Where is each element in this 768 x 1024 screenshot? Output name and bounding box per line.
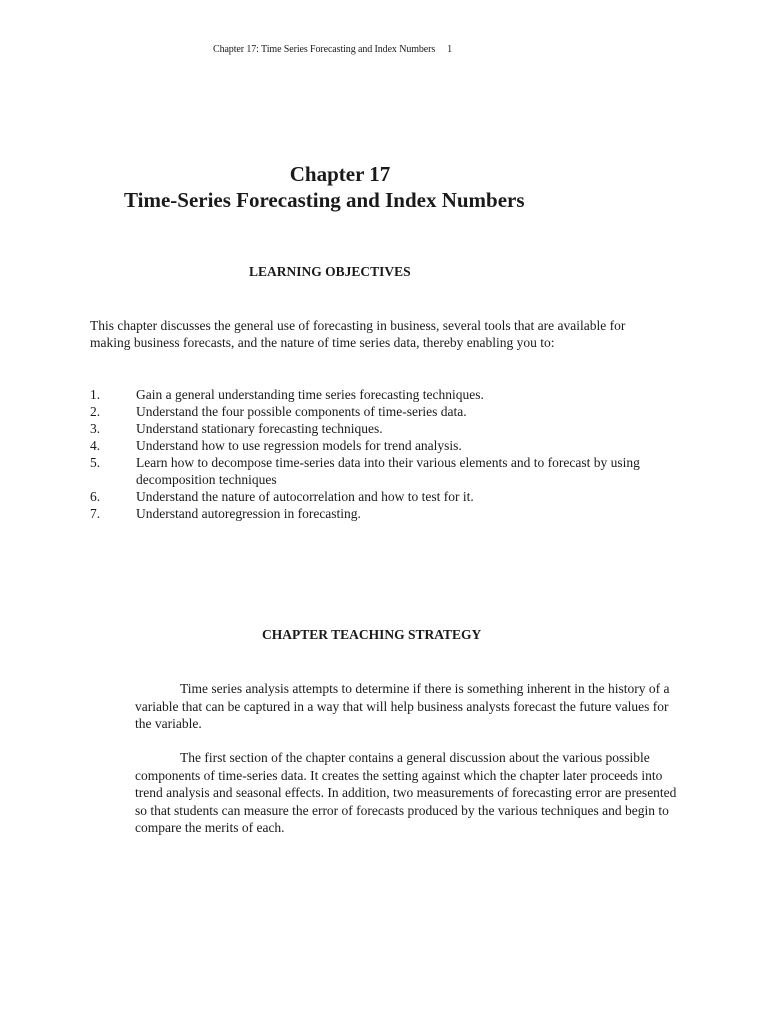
objective-text: Understand the nature of autocorrelation and how to test for it. [136,489,474,504]
objective-text: Understand autoregression in forecasting. [136,506,361,521]
objective-number: 5. [90,455,101,470]
objective-number: 4. [90,438,101,453]
objectives-list [90,386,650,522]
objective-item [90,454,650,488]
objective-text: Learn how to decompose time-series data into their various elements and to forecast by using decomposition techniques [136,455,640,487]
objective-item [90,505,650,522]
objective-number: 7. [90,506,101,521]
chapter-number: Chapter 17 [289,162,391,186]
objective-number: 3. [90,421,101,436]
page-number: 1 [447,44,453,55]
objective-number: 6. [90,489,101,504]
teaching-strategy-heading: CHAPTER TEACHING STRATEGY [262,627,482,642]
objective-item [90,437,650,454]
strategy-paragraph: The first section of the chapter contains a general discussion about the various possible components of time-series data. It creates the setting against which the chapter later proceeds into trend analysis and seasonal effects. In addition, two measurements of forecasting error are presented so that students can measure the error of forecasts produced by the various techniques and begin to compare the merits of each. [135,750,677,835]
strategy-paragraph: Time series analysis attempts to determine if there is something inherent in the history of a variable that can be captured in a way that will help business analysts forecast the future values for the variable. [135,681,670,731]
learning-objectives-heading: LEARNING OBJECTIVES [249,264,411,279]
objective-item [90,403,650,420]
running-header-title: Chapter 17: Time Series Forecasting and Index Numbers [213,44,436,55]
objective-number: 1. [90,387,101,402]
objective-text: Understand the four possible components of time-series data. [136,404,467,419]
chapter-title: Time-Series Forecasting and Index Numbers [124,188,525,212]
objective-text: Understand stationary forecasting techniques. [136,421,383,436]
objective-text: Understand how to use regression models for trend analysis. [136,438,462,453]
running-header [213,44,452,55]
objective-number: 2. [90,404,101,419]
objectives-intro: This chapter discusses the general use of forecasting in business, several tools that are available for making business forecasts, and the nature of time series data, thereby enabling you to: [90,318,626,350]
objective-item [90,386,650,403]
objective-item [90,488,650,505]
objective-item [90,420,650,437]
objective-text: Gain a general understanding time series forecasting techniques. [136,387,484,402]
